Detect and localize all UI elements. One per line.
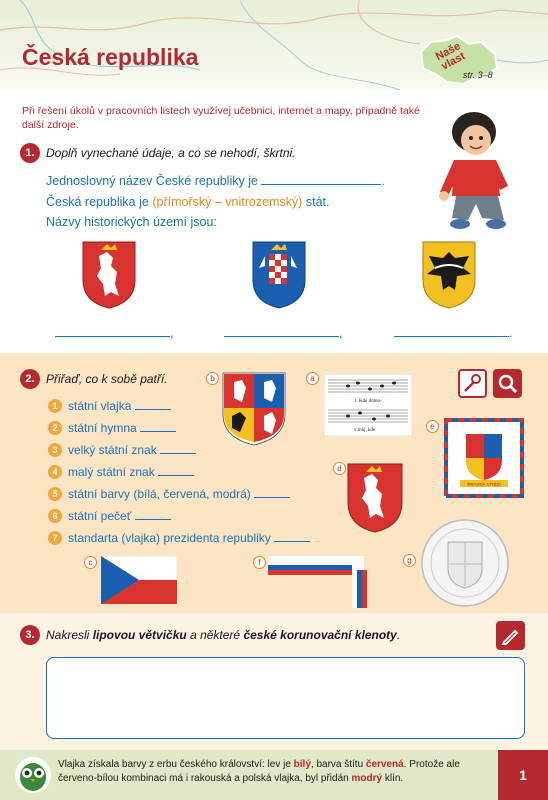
fill-line-2-end: stát.	[305, 195, 330, 209]
options-to-cross-out[interactable]: (přímořský – vnitrozemský)	[152, 195, 303, 209]
footer-note	[58, 758, 488, 786]
task-number: 1.	[20, 143, 40, 163]
anthem-lyrics: 1. Kde domo-	[354, 399, 382, 404]
territory-answer-2	[224, 325, 342, 340]
silesia-coat-of-arms-icon	[421, 240, 477, 310]
footer-text: Vlajka získala barvy z erbu českého království: lev je	[58, 759, 294, 770]
item-label: velký státní znak	[68, 443, 157, 457]
pen-search-icon	[460, 371, 485, 396]
search-button[interactable]	[493, 369, 522, 398]
letter-marker: c	[84, 556, 97, 569]
item-number: 2	[48, 421, 62, 435]
answer-blank[interactable]	[135, 398, 171, 410]
footer-text: . Protože ale červeno-bílou kombinaci má i rakouská a polská vlajka, byl přidán	[58, 759, 460, 784]
task-instruction: Přiřaď, co k sobě patří.	[46, 372, 168, 386]
page-title: Česká republika	[22, 44, 199, 70]
match-item	[48, 530, 310, 545]
moravia-coat-of-arms-icon	[251, 240, 307, 310]
pencil-icon	[496, 621, 525, 650]
answer-blank[interactable]	[261, 173, 381, 185]
fill-line-2	[46, 195, 329, 209]
period: .	[509, 326, 513, 340]
answer-blank[interactable]	[135, 508, 171, 520]
presidential-standard-icon	[444, 418, 524, 498]
task-instruction: Doplň vynechané údaje, a co se nehodí, škrtni.	[46, 146, 296, 160]
letter-marker: b	[206, 372, 219, 385]
item-label: malý státní znak	[68, 465, 155, 479]
match-item	[48, 508, 171, 523]
research-button[interactable]	[458, 369, 487, 398]
match-item	[48, 464, 194, 479]
answer-blank[interactable]	[254, 486, 290, 498]
task-instruction	[46, 628, 400, 642]
answer-blank[interactable]	[274, 530, 310, 542]
comma: ,	[170, 326, 174, 340]
page-header	[0, 0, 548, 90]
period: .	[381, 174, 385, 188]
territory-answer-1	[55, 325, 173, 340]
standard-motto: PRAVDA VÍTĚZÍ	[467, 482, 501, 487]
fill-line-1-text: Jednoslovný název České republiky je	[46, 174, 258, 188]
item-number: 5	[48, 487, 62, 501]
territory-answer-3	[394, 325, 512, 340]
owl-icon	[14, 755, 52, 795]
letter-marker: a	[306, 372, 319, 385]
answer-blank[interactable]	[394, 325, 509, 337]
item-number: 3	[48, 443, 62, 457]
fill-line-2-text: Česká republika je	[46, 195, 149, 209]
answer-blank[interactable]	[160, 442, 196, 454]
item-label: státní vlajka	[68, 399, 132, 413]
letter-marker: f	[253, 556, 266, 569]
czech-flag-icon	[101, 556, 177, 604]
instruction-part: a některé	[190, 628, 241, 642]
instruction-bold: české korunovační klenoty	[243, 628, 397, 642]
item-label: státní hymna	[68, 421, 137, 435]
answer-blank[interactable]	[158, 464, 194, 476]
page-number: 1	[498, 750, 548, 800]
instruction-part: .	[396, 628, 401, 642]
bohemia-coat-of-arms-icon	[81, 240, 137, 310]
fill-line-1	[46, 173, 385, 188]
footer-text: , barva štítu	[310, 759, 366, 770]
anthem-lyrics-2: v můj, kde	[354, 428, 376, 433]
draw-button[interactable]	[496, 621, 525, 650]
state-seal-icon	[420, 518, 510, 608]
instruction-part: Nakresli	[46, 628, 90, 642]
anthem-sheet-music	[324, 374, 412, 436]
item-label: standarta (vlajka) prezidenta republiky	[68, 531, 271, 545]
boy-illustration	[438, 108, 518, 236]
large-coat-of-arms-icon	[222, 372, 286, 446]
instruction-bold: lipovou větvičku	[92, 628, 187, 642]
item-number: 6	[48, 509, 62, 523]
footer-bold: červená	[365, 759, 404, 770]
answer-blank[interactable]	[224, 325, 339, 337]
match-item	[48, 420, 176, 435]
badge-pages: str. 3–8	[463, 70, 493, 80]
task-number: 2.	[20, 369, 40, 389]
item-number: 7	[48, 531, 62, 545]
comma: ,	[339, 326, 343, 340]
letter-marker: d	[333, 462, 346, 475]
footer-bold: modrý	[351, 773, 383, 784]
match-item	[48, 486, 290, 501]
answer-blank[interactable]	[55, 325, 170, 337]
letter-marker: e	[426, 420, 439, 433]
match-item	[48, 398, 171, 413]
answer-blank[interactable]	[140, 420, 176, 432]
letter-marker: g	[403, 554, 416, 567]
footer-text: klín.	[382, 773, 404, 784]
chapter-badge	[417, 34, 501, 88]
fill-line-3: Názvy historických území jsou:	[46, 215, 217, 229]
task-number: 3.	[20, 625, 40, 645]
item-label: státní pečeť	[68, 509, 132, 523]
search-icon	[493, 369, 522, 398]
state-colors-ribbon-icon	[268, 556, 372, 608]
footer-bold: bílý	[293, 759, 311, 770]
item-number: 1	[48, 399, 62, 413]
drawing-area[interactable]	[46, 657, 525, 739]
badge-title: Naše vlast	[433, 40, 468, 73]
item-number: 4	[48, 465, 62, 479]
intro-text: Při řešení úkolů v pracovních listech využívej učebnici, internet a mapy, případně také další zdroje.	[22, 105, 420, 131]
match-item	[48, 442, 196, 457]
item-label: státní barvy (bílá, červená, modrá)	[68, 487, 251, 501]
small-coat-of-arms-icon	[346, 462, 404, 534]
